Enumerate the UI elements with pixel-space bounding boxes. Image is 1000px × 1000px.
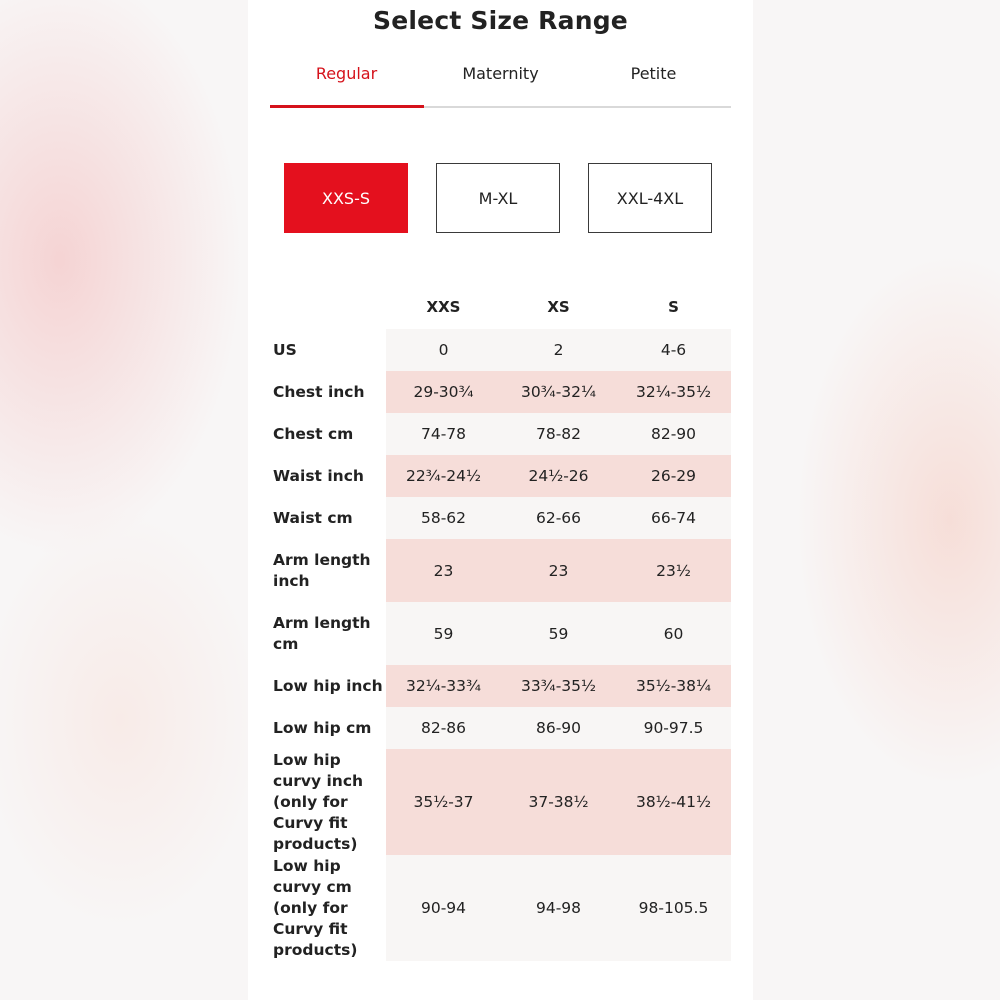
row-label: Arm length inch: [270, 539, 386, 602]
table-cell: 74-78: [386, 413, 501, 455]
table-cell: 35½-37: [386, 749, 501, 855]
table-cell: 90-94: [386, 855, 501, 961]
table-cell: 24½-26: [501, 455, 616, 497]
page-title: Select Size Range: [373, 6, 628, 35]
table-cell: 23: [386, 539, 501, 602]
size-category-tabs: [270, 58, 731, 110]
column-header-s: S: [668, 298, 679, 316]
table-row: [270, 497, 731, 539]
table-cell: 62-66: [501, 497, 616, 539]
table-header-row: [270, 285, 731, 329]
row-label: Waist cm: [270, 497, 386, 539]
row-label: Chest inch: [270, 371, 386, 413]
table-cell: 94-98: [501, 855, 616, 961]
table-cell: 32¼-35½: [616, 371, 731, 413]
table-cell: 23: [501, 539, 616, 602]
table-cell: 37-38½: [501, 749, 616, 855]
row-label: Low hip curvy cm (only for Curvy fit products): [270, 855, 386, 961]
table-row: [270, 665, 731, 707]
table-cell: 98-105.5: [616, 855, 731, 961]
table-cell: 82-90: [616, 413, 731, 455]
table-cell: 35½-38¼: [616, 665, 731, 707]
table-row: [270, 413, 731, 455]
table-row: [270, 855, 731, 961]
table-cell: 2: [501, 329, 616, 371]
row-label: Waist inch: [270, 455, 386, 497]
size-range-m-xl-button[interactable]: M-XL: [436, 163, 560, 233]
column-header-xxs: XXS: [426, 298, 461, 316]
table-cell: 30¾-32¼: [501, 371, 616, 413]
tab-maternity[interactable]: Maternity: [462, 64, 539, 83]
row-label: Arm length cm: [270, 602, 386, 665]
header-corner: [270, 285, 386, 329]
table-cell: 58-62: [386, 497, 501, 539]
table-cell: 59: [501, 602, 616, 665]
size-range-xxl-4xl-button[interactable]: XXL-4XL: [588, 163, 712, 233]
row-label: Low hip cm: [270, 707, 386, 749]
column-header-xs: XS: [547, 298, 570, 316]
table-cell: 86-90: [501, 707, 616, 749]
table-cell: 66-74: [616, 497, 731, 539]
table-cell: 23½: [616, 539, 731, 602]
tab-petite[interactable]: Petite: [630, 64, 677, 83]
tab-regular[interactable]: Regular: [315, 64, 378, 83]
table-cell: 0: [386, 329, 501, 371]
row-label: US: [270, 329, 386, 371]
table-cell: 22¾-24½: [386, 455, 501, 497]
table-cell: 29-30¾: [386, 371, 501, 413]
table-row: [270, 707, 731, 749]
table-cell: 4-6: [616, 329, 731, 371]
table-cell: 26-29: [616, 455, 731, 497]
table-row: [270, 749, 731, 855]
table-row: [270, 602, 731, 665]
table-cell: 82-86: [386, 707, 501, 749]
table-cell: 59: [386, 602, 501, 665]
table-row: [270, 455, 731, 497]
active-tab-indicator: [270, 105, 424, 108]
row-label: Low hip curvy inch (only for Curvy fit products): [270, 749, 386, 855]
size-range-xxs-s-button[interactable]: XXS-S: [284, 163, 408, 233]
table-cell: 32¼-33¾: [386, 665, 501, 707]
row-label: Chest cm: [270, 413, 386, 455]
size-chart-table: [270, 285, 731, 961]
table-cell: 60: [616, 602, 731, 665]
size-guide-panel: [248, 0, 753, 1000]
table-row: [270, 371, 731, 413]
table-cell: 90-97.5: [616, 707, 731, 749]
table-cell: 33¾-35½: [501, 665, 616, 707]
table-cell: 78-82: [501, 413, 616, 455]
table-row: [270, 539, 731, 602]
table-cell: 38½-41½: [616, 749, 731, 855]
row-label: Low hip inch: [270, 665, 386, 707]
table-row: [270, 329, 731, 371]
